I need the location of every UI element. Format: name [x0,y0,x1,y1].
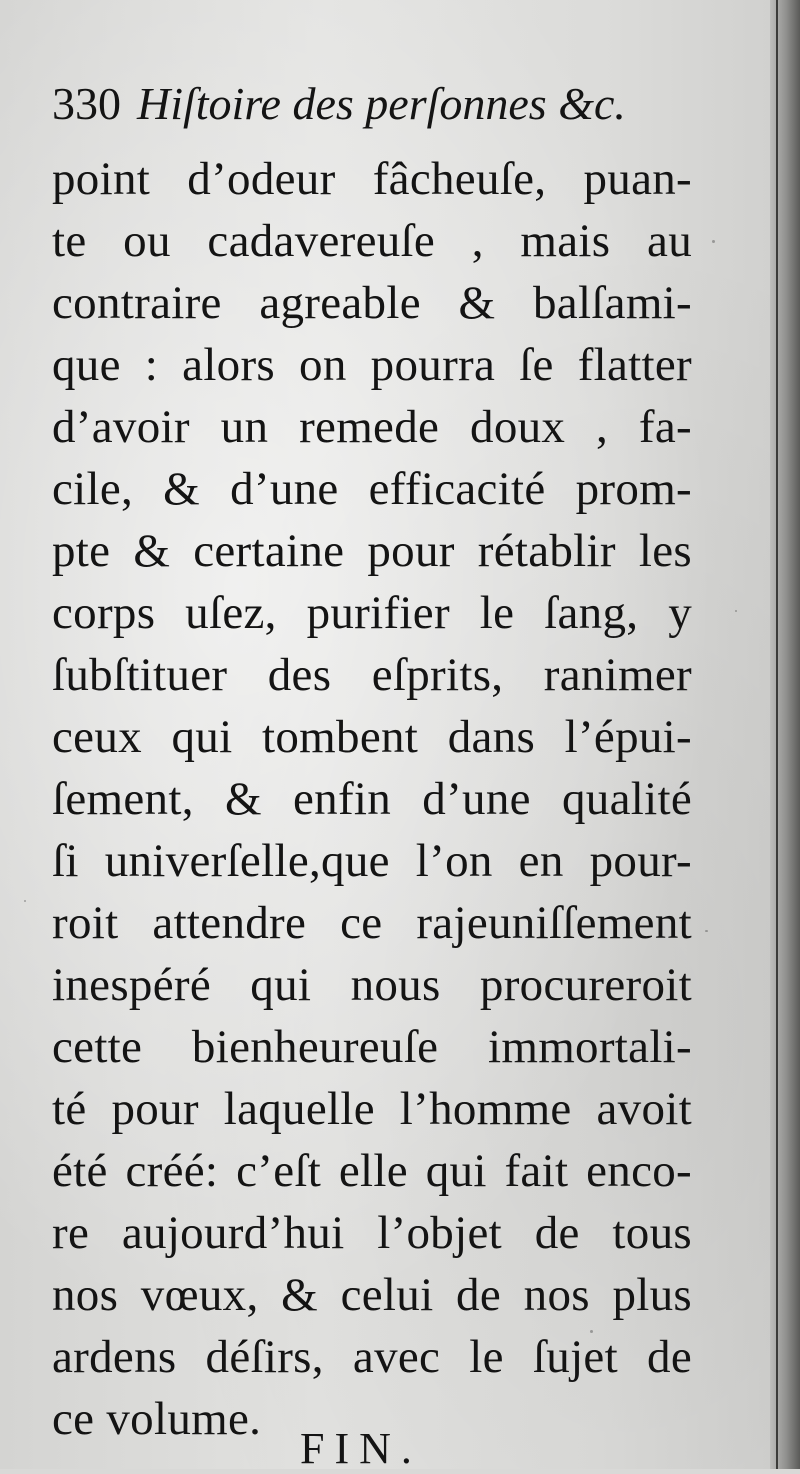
text-line-last: ce volume. [52,1393,262,1445]
text-line: point d’odeur fâcheuſe, puan- [52,153,692,205]
text-line: ſubſtituer des eſprits, ranimer [52,649,692,701]
text-line: nos vœux, & celui de nos plus [52,1269,692,1321]
text-line: cile, & d’une efficacité prom- [52,463,692,515]
running-title: Hiſtoire des perſonnes &c. [137,78,626,129]
text-line: roit attendre ce rajeuniſſement [52,897,692,949]
text-line: d’avoir un remede doux , fa- [52,401,692,453]
text-line: ſement, & enfin d’une qualité [52,773,692,825]
text-line: pte & certaine pour rétablir les [52,525,692,577]
paper-speck [735,610,737,612]
text-line: re aujourd’hui l’objet de tous [52,1207,692,1259]
text-line: ceux qui tombent dans l’épui- [52,711,692,763]
paper-speck [705,930,708,932]
paper-speck [590,1330,593,1333]
page-number: 330 [52,78,121,129]
text-line: té pour laquelle l’homme avoit [52,1083,692,1135]
text-line: été créé: c’eſt elle qui fait enco- [52,1145,692,1197]
text-line: que : alors on pourra ſe flatter [52,339,692,391]
text-line: ardens déſirs, avec le ſujet de [52,1331,692,1383]
body-text [52,148,692,1450]
paper-speck [712,240,715,243]
binding-fold-line [776,0,778,1469]
text-line: inespéré qui nous procureroit [52,959,692,1011]
end-catchword: FIN. [300,1424,422,1473]
page-binding-edge [770,0,800,1469]
text-line: contraire agreable & balſami- [52,277,692,329]
text-line: cette bienheureuſe immortali- [52,1021,692,1073]
text-line: te ou cadavereuſe , mais au [52,215,692,267]
running-header [52,74,692,134]
text-line: corps uſez, purifier le ſang, y [52,587,692,639]
paper-speck [24,900,26,902]
text-line: ſi univerſelle,que l’on en pour- [52,835,692,887]
